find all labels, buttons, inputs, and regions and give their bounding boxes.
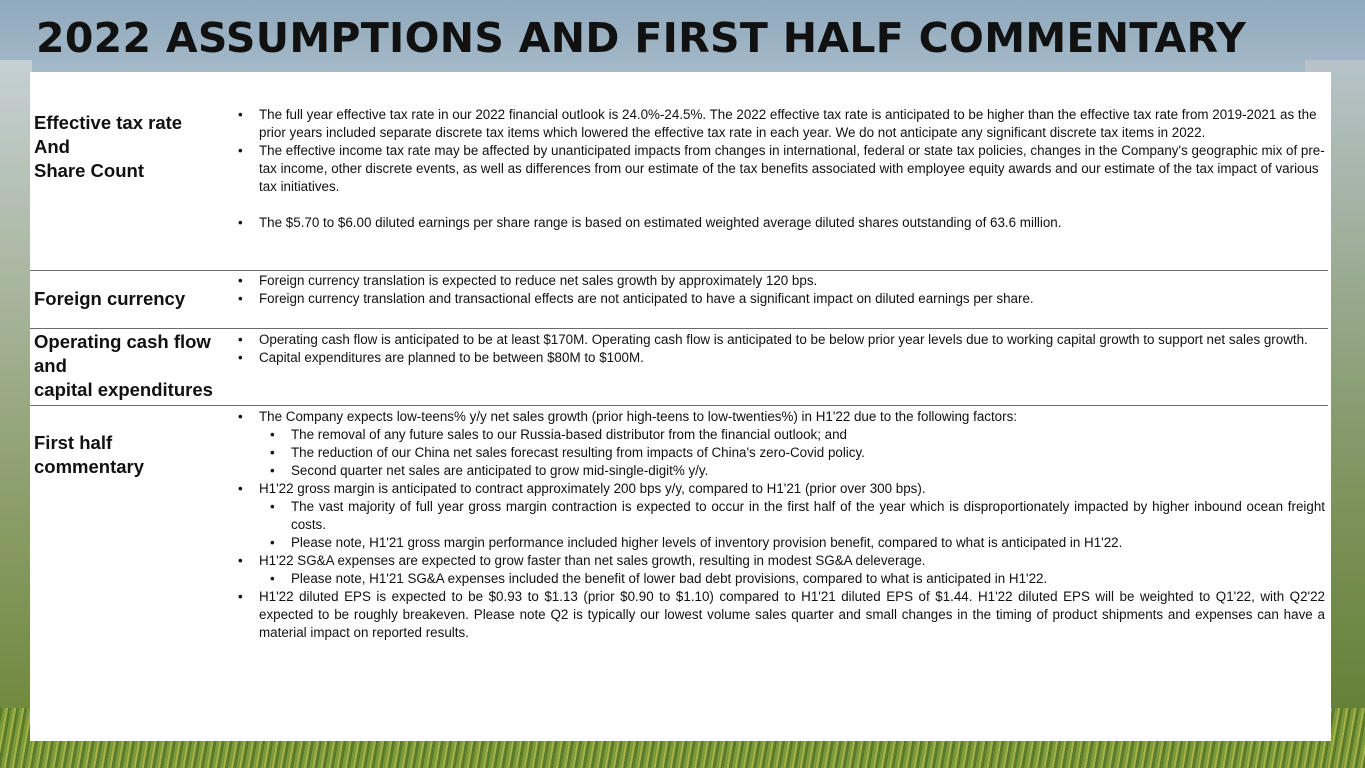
label-line: Foreign currency <box>34 288 186 309</box>
label-line: capital expenditures <box>34 379 213 400</box>
bullet-item: • Foreign currency translation and transactional effects are not anticipated to have a significant impact on diluted earnings per share. <box>235 290 1325 308</box>
bullet-item: • Operating cash flow is anticipated to be at least $170M. Operating cash flow is anticipated to be below prior year levels due to working capital growth to support net sales growth. <box>235 331 1325 349</box>
label-line: Operating cash flow <box>34 331 211 352</box>
sub-bullet-item: • The vast majority of full year gross margin contraction is expected to occur in the first half of the year which is disproportionately impacted by higher inbound ocean freight costs. <box>235 498 1325 534</box>
sub-bullet-item: • Please note, H1'21 SG&A expenses included the benefit of lower bad debt provisions, compared to what is anticipated in H1'22. <box>235 570 1325 588</box>
label-line: And <box>34 136 70 157</box>
sub-bullet-item: • The reduction of our China net sales forecast resulting from impacts of China's zero-Covid policy. <box>235 444 1325 462</box>
row-operating-cash-flow <box>30 329 1328 406</box>
bullet-item: • The Company expects low-teens% y/y net sales growth (prior high-teens to low-twenties%) in H1'22 due to the following factors: <box>235 408 1325 426</box>
background-hills-left <box>0 60 32 760</box>
bullet-list <box>235 272 1325 308</box>
bullet-item: • The full year effective tax rate in our 2022 financial outlook is 24.0%-24.5%. The 2022 effective tax rate is anticipated to be higher than the effective tax rate from 2019-2021 as the prior years included separate discrete tax items which lowered the effective tax rate in each year. We do not anticipate any significant discrete tax items in 2022. <box>235 106 1325 142</box>
bullet-list <box>235 106 1325 232</box>
bullet-item: • H1'22 diluted EPS is expected to be $0.93 to $1.13 (prior $0.90 to $1.10) compared to H1'21 diluted EPS of $1.44. H1'22 diluted EPS will be weighted to Q1'22, with Q2'22 expected to be roughly breakeven. Please note Q2 is typically our lowest volume sales quarter and small changes in the timing of product shipments and expenses can have a material impact on reported results. <box>235 588 1325 642</box>
label-line: Share Count <box>34 160 144 181</box>
bullet-list <box>235 408 1325 642</box>
sub-bullet-item: • Second quarter net sales are anticipated to grow mid-single-digit% y/y. <box>235 462 1325 480</box>
bullet-item: • Foreign currency translation is expected to reduce net sales growth by approximately 120 bps. <box>235 272 1325 290</box>
row-label <box>34 111 182 183</box>
row-foreign-currency <box>30 271 1328 329</box>
bullet-item: • H1'22 SG&A expenses are expected to grow faster than net sales growth, resulting in modest SG&A deleverage. <box>235 552 1325 570</box>
content-panel <box>30 72 1331 741</box>
row-label <box>34 287 185 311</box>
bullet-list <box>235 331 1325 367</box>
label-line: Effective tax rate <box>34 112 183 133</box>
label-line: and <box>34 355 67 376</box>
label-line: commentary <box>34 456 145 477</box>
sub-bullet-item: • Please note, H1'21 gross margin performance included higher levels of inventory provision benefit, compared to what is anticipated in H1'22. <box>235 534 1325 552</box>
bullet-item: • Capital expenditures are planned to be between $80M to $100M. <box>235 349 1325 367</box>
row-effective-tax-rate <box>30 72 1328 271</box>
bullet-item: • The $5.70 to $6.00 diluted earnings per share range is based on estimated weighted average diluted shares outstanding of 63.6 million. <box>235 214 1325 232</box>
bullet-item: • H1'22 gross margin is anticipated to contract approximately 200 bps y/y, compared to H1'21 (prior over 300 bps). <box>235 480 1325 498</box>
sub-bullet-item: • The removal of any future sales to our Russia-based distributor from the financial outlook; and <box>235 426 1325 444</box>
label-line: First half <box>34 432 113 453</box>
row-label <box>34 431 144 479</box>
page-title: 2022 ASSUMPTIONS AND FIRST HALF COMMENTARY <box>36 14 1247 62</box>
bullet-item: • The effective income tax rate may be affected by unanticipated impacts from changes in international, federal or state tax policies, changes in the Company's geographic mix of pre-tax income, other discrete events, as well as differences from our estimate of the tax benefits associated with employee equity awards and our estimate of the tax impact of various tax initiatives. <box>235 142 1325 196</box>
row-first-half-commentary <box>30 406 1328 736</box>
row-label <box>34 330 213 402</box>
